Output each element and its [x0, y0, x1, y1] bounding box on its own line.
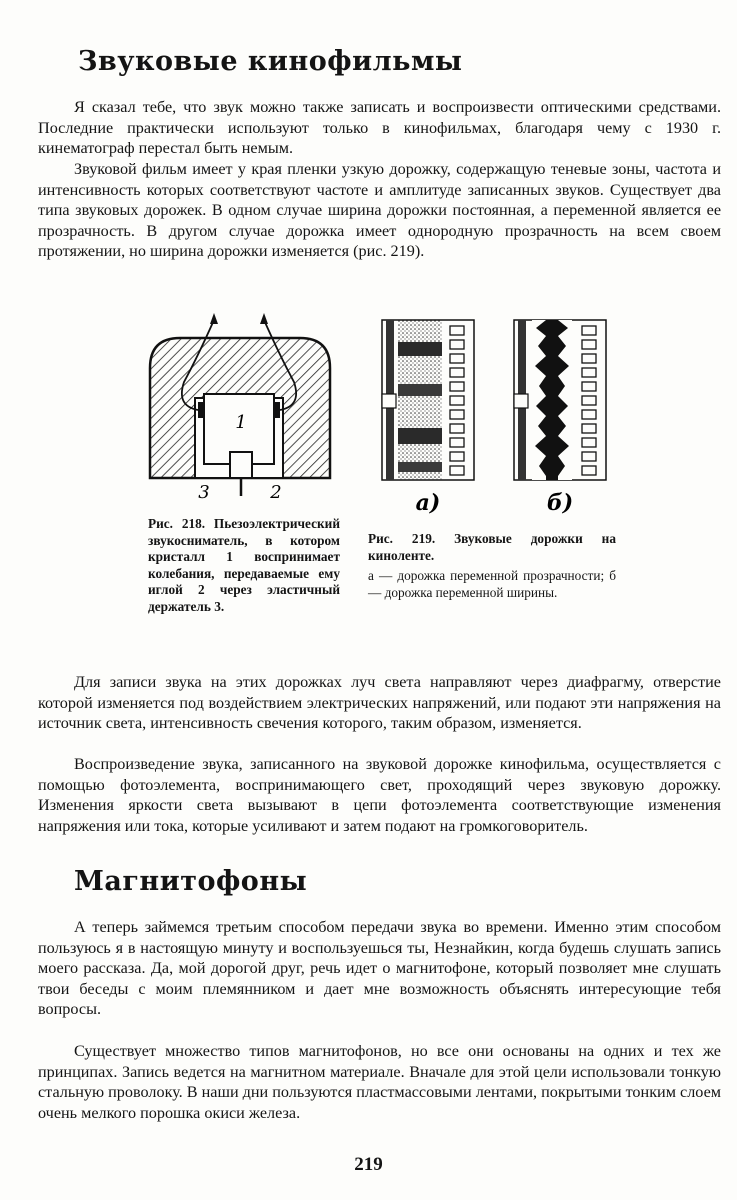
arrow-right-icon — [260, 313, 268, 324]
caption-text: а — дорожка переменной прозрачности; б — дорожка переменной ширины. — [368, 568, 616, 600]
figure-218-caption — [148, 516, 340, 615]
perforations-a — [450, 326, 464, 475]
holder-shape — [230, 452, 252, 478]
electrode-left — [198, 402, 204, 418]
figure-219-caption — [368, 531, 616, 601]
section-title-tape-recorders: Магнитофоны — [74, 866, 308, 897]
arrow-left-icon — [210, 313, 218, 324]
paragraph: А теперь займемся третьим способом передачи звука во времени. Именно этим способом пользуюсь я в настоящую минуту и воспользуешься ты, Незнайкин, когда будешь слушать запись моего рассказа. Да, мой дорогой друг, речь идет о магнитофоне, который позволяет мне слушать твои беседы с моим племянником и дает мне возможность объяснять интересующие тебя вопросы. — [38, 918, 721, 1018]
figure-218-piezo-pickup — [140, 310, 340, 510]
page-number: 219 — [354, 1154, 383, 1175]
paragraph: Существует множество типов магнитофонов, но все они основаны на одних и тех же принципах. Запись ведется на магнитном материале. Вначале для этой цели использовали тонкую стальную проволоку. В наши дни пользуются пластмассовыми лентами, покрытыми тонким слоем очень мелкого порошка окиси железа. — [38, 1042, 721, 1122]
electrode-right — [274, 402, 280, 418]
paragraph: Я сказал тебе, что звук можно также записать и воспроизвести оптическими средствами. Последние практически используют только в кинофильмах, благодаря чему с 1930 г. кинематограф перестал быть немым. — [38, 98, 721, 157]
caption-prefix: Рис. 218. — [148, 516, 206, 531]
film-strip-a — [382, 320, 474, 480]
caption-title: Рис. 219. Звуковые дорожки на киноленте. — [368, 531, 616, 563]
figure-219-sound-tracks — [378, 312, 608, 517]
film-strip-b — [514, 320, 606, 480]
caption-text: Пьезоэлектрический звукосниматель, в котором кристалл 1 воспринимает колебания, передаваемые ему иглой 2 через эластичный держатель 3. — [148, 516, 340, 614]
label-b: б) — [546, 490, 574, 516]
section-title-sound-films: Звуковые кинофильмы — [78, 46, 463, 77]
perforations-b — [582, 326, 596, 475]
label-holder: 3 — [198, 482, 210, 503]
paragraph: Для записи звука на этих дорожках луч света направляют через диафрагму, отверстие которой изменяется под воздействием электрических напряжений, или подают эти напряжения на источник света, интенсивность свечения которого, таким образом, изменяется. — [38, 673, 721, 732]
paragraph: Звуковой фильм имеет у края пленки узкую дорожку, содержащую теневые зоны, частота и интенсивность которых соответствуют частоте и амплитуде записанных звуков. Существует два типа звуковых дорожек. В одном случае ширина дорожки постоянная, а переменной является ее прозрачность. В другом случае дорожка имеет однородную прозрачность на всем своем протяжении, но ширина дорожки изменяется (рис. 219). — [38, 160, 721, 260]
label-crystal: 1 — [235, 412, 247, 433]
label-needle: 2 — [270, 482, 282, 503]
label-a: а) — [415, 490, 441, 516]
paragraph: Воспроизведение звука, записанного на звуковой дорожке кинофильма, осуществляется с помощью фотоэлемента, воспринимающего свет, проходящий через звуковую дорожку. Изменения яркости света вызывают в цепи фотоэлемента соответствующие изменения напряжения или тока, которые усиливают и затем подают на громкоговоритель. — [38, 755, 721, 835]
